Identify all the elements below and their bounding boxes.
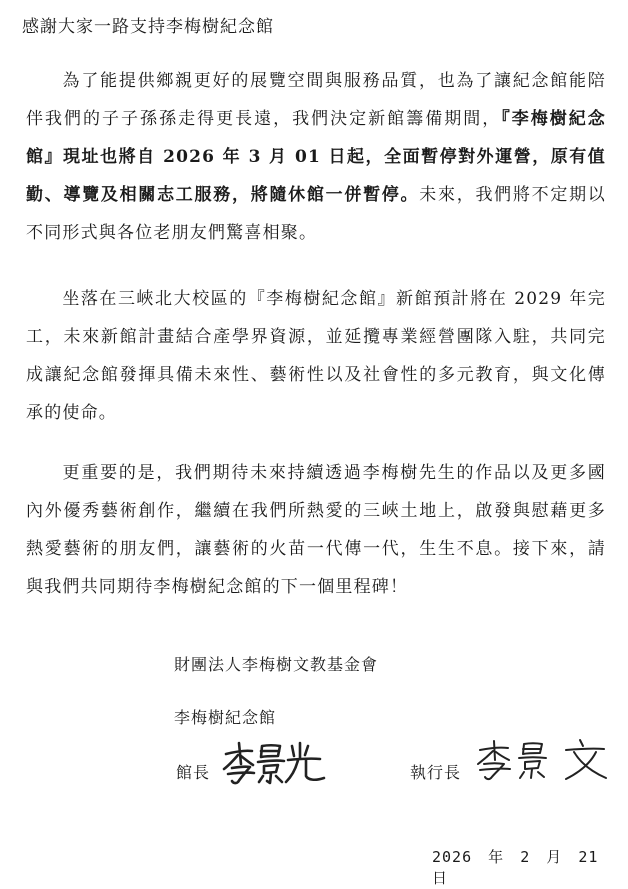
- museum-name: 李梅樹紀念館: [174, 708, 277, 727]
- director-title: 館長: [176, 763, 211, 782]
- foundation-name: 財團法人李梅樹文教基金會: [174, 655, 379, 674]
- paragraph-1: [26, 62, 606, 252]
- paragraph-1-text: 為了能提供鄉親更好的展覽空間與服務品質，也為了讓紀念館能陪伴我們的子子孫孫走得更長遠，我們決定新館籌備期間，: [26, 71, 606, 129]
- date-month: 2: [520, 848, 531, 866]
- paragraph-1-bold-notice: 『李梅樹紀念館』現址也將自 2026 年 3 月 01 日起，全面暫停對外運營，原有值勤、導覽及相關志工服務，將隨休館一併暫停。: [26, 109, 606, 205]
- date-day: 21: [578, 848, 599, 866]
- director-signature-image: [220, 738, 330, 786]
- paragraph-3-text: 更重要的是，我們期待未來持續透過李梅樹先生的作品以及更多國內外優秀藝術創作，繼續在我們所熱愛的三峽土地上，啟發與慰藉更多熱愛藝術的朋友們，讓藝術的火苗一代傳一代，生生不息。接下來，請與我們共同期待李梅樹紀念館的下一個里程碑！: [26, 463, 606, 597]
- paragraph-3: [26, 454, 606, 606]
- date-year: 2026: [432, 848, 473, 866]
- paragraph-2-text: 坐落在三峽北大校區的『李梅樹紀念館』新館預計將在 2029 年完工，未來新館計畫結合產學界資源，並延攬專業經營團隊入駐，共同完成讓紀念館發揮具備未來性、藝術性以及社會性的多元教育，與文化傳承的使命。: [26, 289, 606, 423]
- date-month-label: 月: [546, 848, 563, 866]
- paragraph-1-closing: 未來，我們將不定期以不同形式與各位老朋友們驚喜相聚。: [26, 185, 607, 243]
- ceo-signature-image: [474, 738, 614, 782]
- letter-greeting: 感謝大家一路支持李梅樹紀念館: [22, 17, 274, 37]
- date-year-label: 年: [488, 848, 505, 866]
- ceo-title: 執行長: [410, 763, 462, 782]
- date-day-label: 日: [432, 869, 449, 887]
- letter-date: [432, 846, 628, 888]
- paragraph-2: [26, 280, 606, 432]
